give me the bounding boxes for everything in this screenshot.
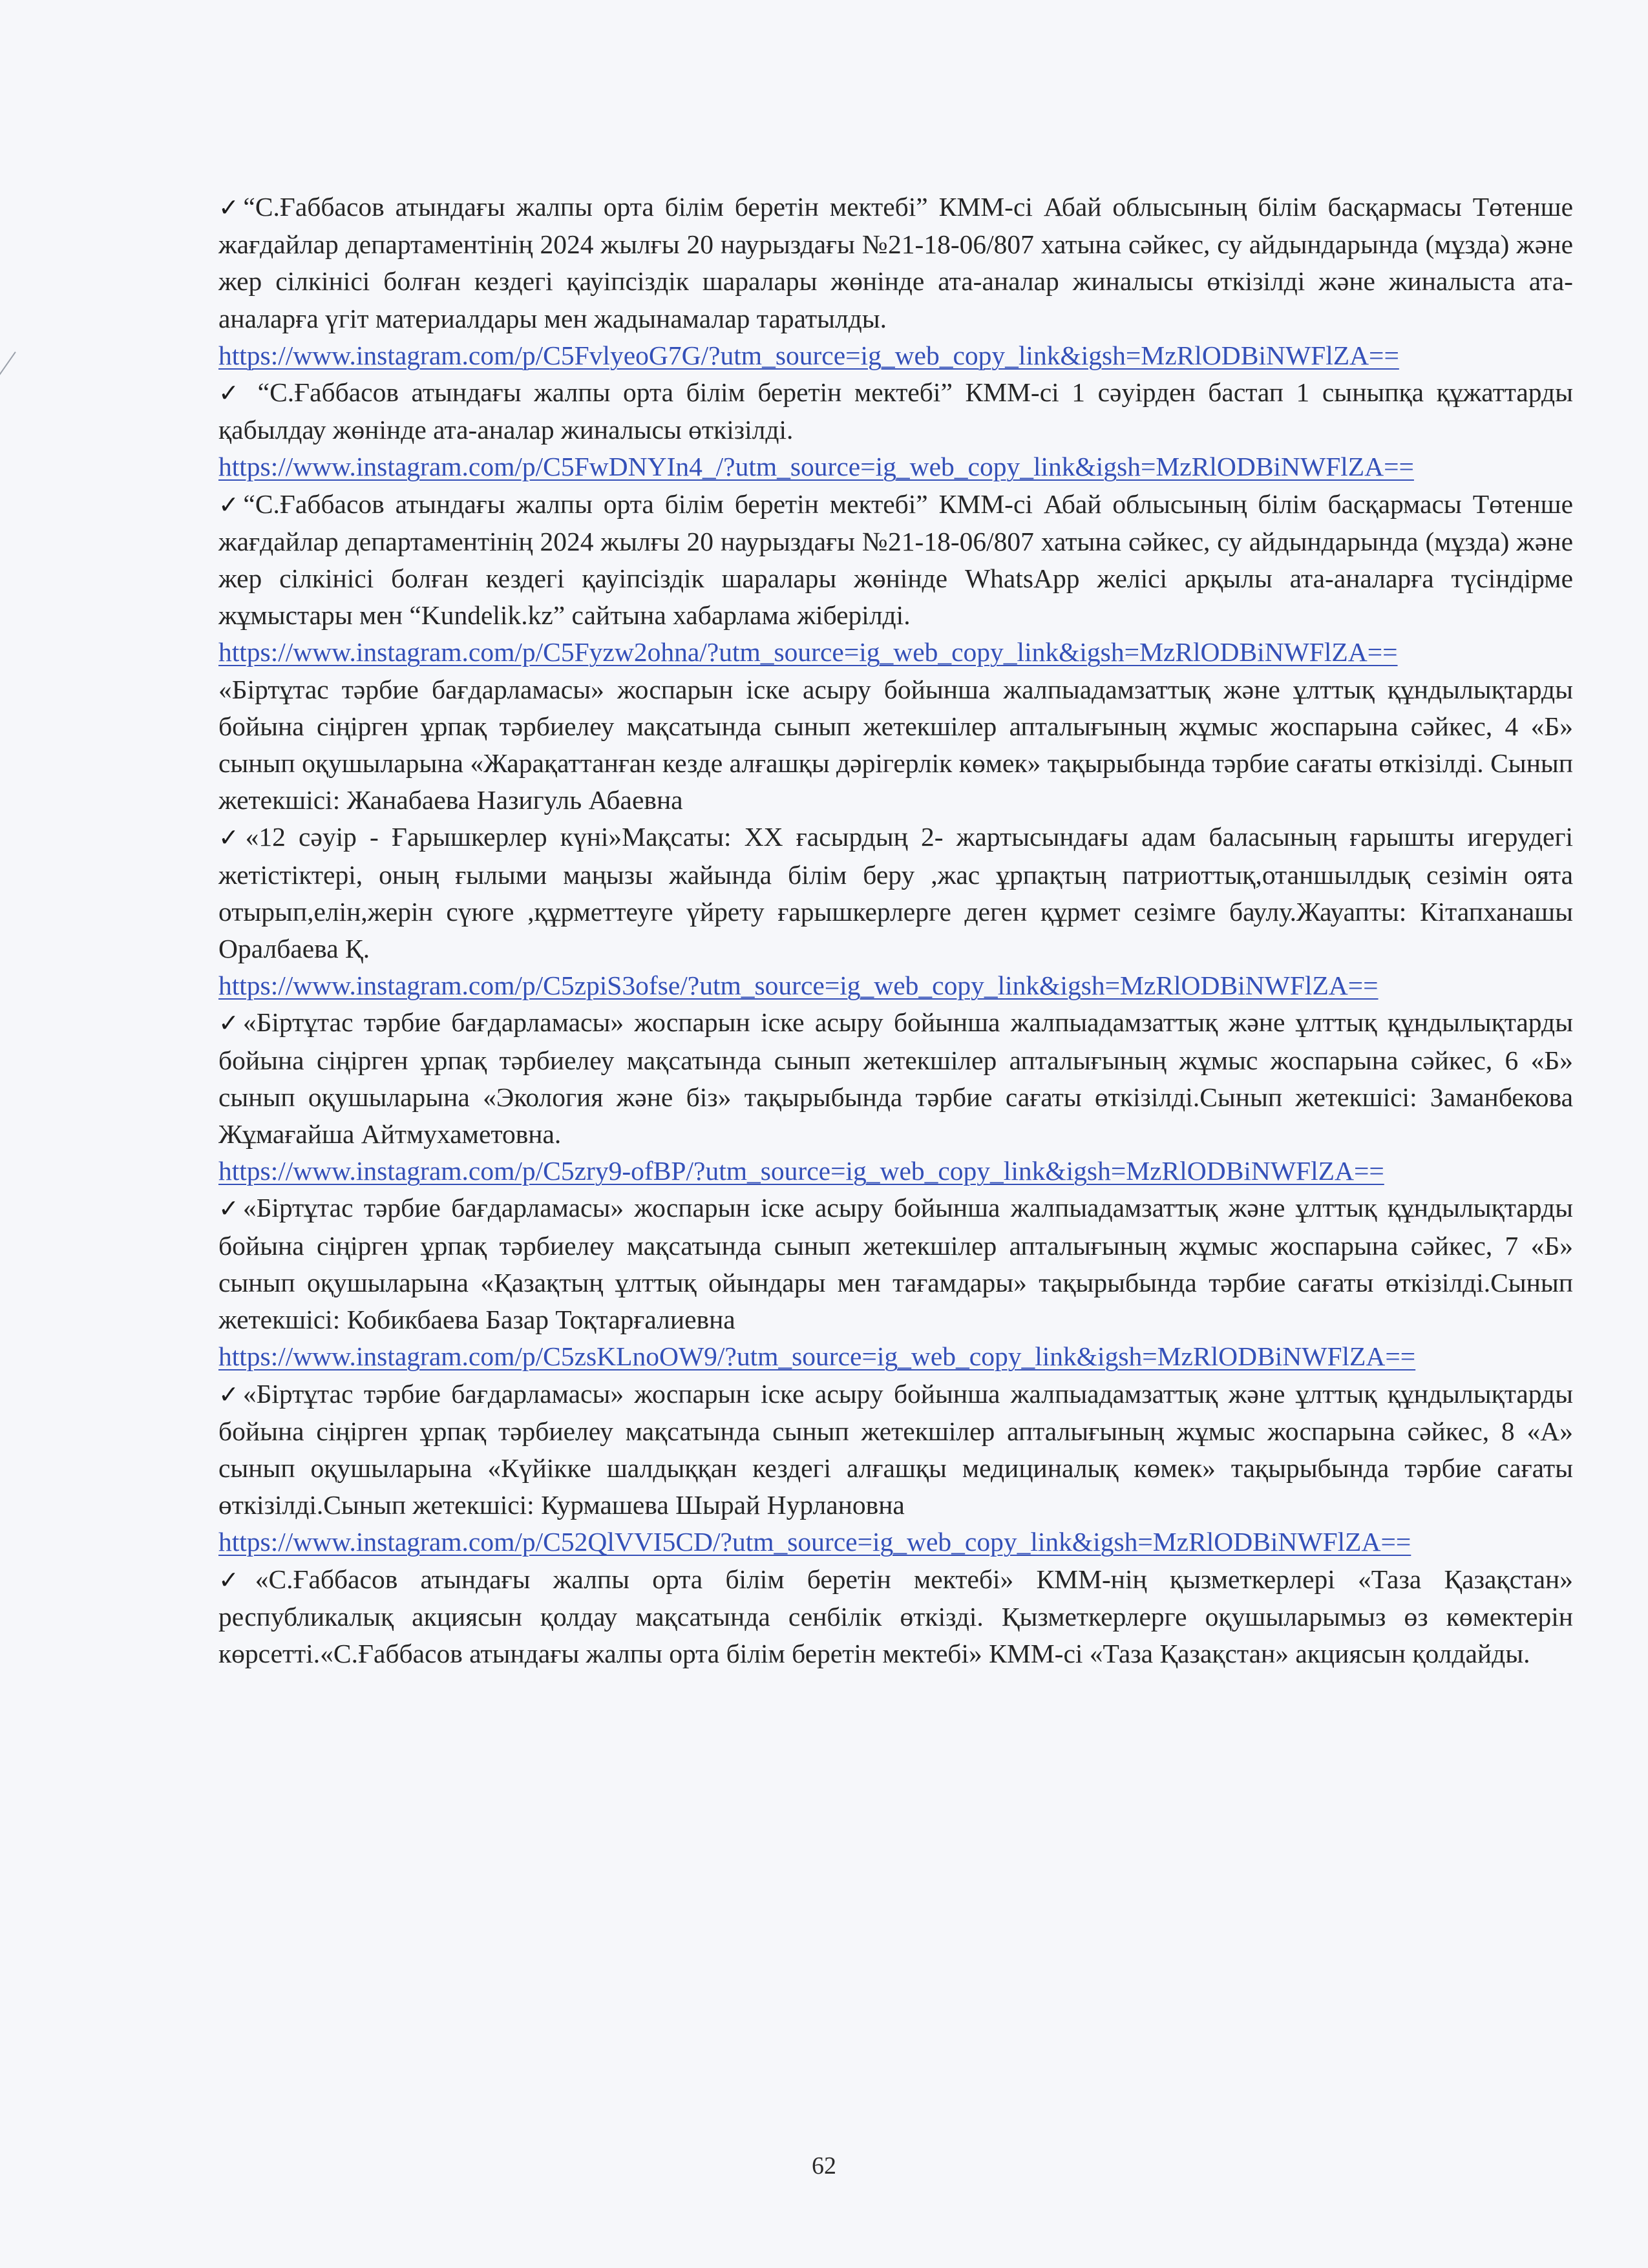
entry-link[interactable]: https://www.instagram.com/p/C5Fyzw2ohna/?utm_source=ig_web_copy_link&igsh=MzRlODBiNWFlZA== [218, 637, 1398, 667]
checkmark-icon: ✓ [218, 823, 246, 852]
entry-text-content: «Біртұтас тәрбие бағдарламасы» жоспарын іске асыру бойынша жалпыадамзаттық және ұлттық құндылықтарды бойына сіңірген ұрпақ тәрбиелеу мақсатында сынып жетекшілер апталығының жұмыс жоспарына сәйкес, 4 «Б» сынып оқушыларына «Жарақаттанған кезде алғашқы дәрігерлік көмек» тақырыбында тәрбие сағаты өткізілді. Сынып жетекшісі: Жанабаева Назигуль Абаевна [218, 674, 1573, 815]
checkmark-icon: ✓ [218, 1009, 243, 1038]
entry-text [218, 374, 1573, 448]
entry-text-content: «Біртұтас тәрбие бағдарламасы» жоспарын іске асыру бойынша жалпыадамзаттық және ұлттық құндылықтарды бойына сіңірген ұрпақ тәрбиелеу мақсатында сынып жетекшілер апталығының жұмыс жоспарына сәйкес, 7 «Б» сынып оқушыларына «Қазақтың ұлттық ойындары мен тағамдары» тақырыбында тәрбие сағаты өткізілді.Сынып жетекшісі: Кобикбаева Базар Тоқтарғалиевна [218, 1193, 1574, 1335]
checkmark-icon: ✓ [218, 1194, 243, 1223]
entry-text [218, 189, 1573, 337]
entry-text [218, 1004, 1573, 1153]
entry-text-content: «С.Ғаббасов атындағы жалпы орта білім беретін мектебі» КММ-нің қызметкерлері «Таза Қазақстан» республикалық акциясын қолдау мақсатында сенбілік өткізді. Қызметкерлерге оқушыларымыз өз көмектерін көрсетті.«С.Ғаббасов атындағы жалпы орта білім беретін мектебі» КММ-сі «Таза Қазақстан» акциясын қолдайды. [218, 1564, 1574, 1668]
entry-text [218, 819, 1573, 967]
entry-text [218, 1376, 1573, 1524]
entry-text-content: «Біртұтас тәрбие бағдарламасы» жоспарын іске асыру бойынша жалпыадамзаттық және ұлттық құндылықтарды бойына сіңірген ұрпақ тәрбиелеу мақсатында сынып жетекшілер апталығының жұмыс жоспарына сәйкес, 6 «Б» сынып оқушыларына «Экология және біз» тақырыбында тәрбие сағаты өткізілді.Сынып жетекшісі: Заманбекова Жұмағайша Айтмухаметовна. [218, 1007, 1574, 1150]
page-number: 62 [812, 2152, 836, 2179]
entry-link[interactable]: https://www.instagram.com/p/C5zry9-ofBP/?utm_source=ig_web_copy_link&igsh=MzRlODBiNWFlZA== [218, 1156, 1384, 1186]
entry-text [218, 486, 1573, 635]
entry-link[interactable]: https://www.instagram.com/p/C5FvlyeoG7G/?utm_source=ig_web_copy_link&igsh=MzRlODBiNWFlZA== [218, 340, 1399, 370]
checkmark-icon: ✓ [218, 1380, 243, 1409]
entry-text-content: «Біртұтас тәрбие бағдарламасы» жоспарын іске асыру бойынша жалпыадамзаттық және ұлттық құндылықтарды бойына сіңірген ұрпақ тәрбиелеу мақсатында сынып жетекшілер апталығының жұмыс жоспарына сәйкес, 8 «А» сынып оқушыларына «Күйікке шалдыққан кездегі алғашқы медициналық көмек» тақырыбында тәрбие сағаты өткізілді.Сынып жетекшісі: Курмашева Шырай Нурлановна [218, 1378, 1574, 1520]
entry-text [218, 1190, 1573, 1338]
entry-text [218, 1561, 1573, 1673]
checkmark-icon: ✓ [218, 1565, 255, 1594]
checkmark-icon: ✓ [218, 490, 244, 519]
checkmark-icon: ✓ [218, 193, 244, 222]
entry-link[interactable]: https://www.instagram.com/p/C5zpiS3ofse/?utm_source=ig_web_copy_link&igsh=MzRlODBiNWFlZA== [218, 971, 1379, 1001]
entry-text-content: “С.Ғаббасов атындағы жалпы орта білім беретін мектебі” КММ-сі Абай облысының білім басқармасы Төтенше жағдайлар департаментінің 2024 жылғы 20 наурыздағы №21-18-06/807 хатына сәйкес, су айдындарында (мұзда) және жер сілкінісі болған кездегі қауіпсіздік шаралары жөнінде WhatsApp желісі арқылы ата-аналарға түсіндірме жұмыстары мен “Kundelik.kz” сайтына хабарлама жіберілді. [218, 488, 1573, 631]
entry-text-content: «12 сәуір - Ғарышкерлер күні»Мақсаты: XX ғасырдың 2- жартысындағы адам баласының ғарышты игерудегі жетістіктері, оның ғылыми маңызы жайында білім беру ,жас ұрпақтың патриоттық,отаншылдық сезімін оята отырып,елін,жерін сүюге ,құрметтеуге үйрету ғарышкерлерге деген құрмет сезімге баулу.Жауапты: Кітапханашы Оралбаева Қ. [218, 822, 1573, 964]
entry-link[interactable]: https://www.instagram.com/p/C5zsKLnoOW9/?utm_source=ig_web_copy_link&igsh=MzRlODBiNWFlZA== [218, 1341, 1416, 1372]
document-body [218, 189, 1573, 1672]
checkmark-icon: ✓ [218, 379, 246, 408]
scan-edge-mark [0, 352, 16, 380]
entry-link[interactable]: https://www.instagram.com/p/C5FwDNYIn4_/?utm_source=ig_web_copy_link&igsh=MzRlODBiNWFlZA== [218, 452, 1414, 482]
entry-link[interactable]: https://www.instagram.com/p/C52QlVVI5CD/?utm_source=ig_web_copy_link&igsh=MzRlODBiNWFlZA== [218, 1527, 1411, 1557]
entry-text [218, 671, 1573, 819]
entry-text-content: “С.Ғаббасов атындағы жалпы орта білім беретін мектебі” КММ-сі Абай облысының білім басқармасы Төтенше жағдайлар департаментінің 2024 жылғы 20 наурыздағы №21-18-06/807 хатына сәйкес, су айдындарында (мұзда) және жер сілкінісі болған кездегі қауіпсіздік шаралары жөнінде ата-аналар жиналысы өткізілді және жиналыста ата-аналарға үгіт материалдары мен жадынамалар таратылды. [218, 192, 1573, 333]
entry-text-content: “С.Ғаббасов атындағы жалпы орта білім беретін мектебі” КММ-сі 1 сәуірден бастап 1 сыныпқа құжаттарды қабылдау жөнінде ата-аналар жиналысы өткізілді. [218, 377, 1573, 445]
